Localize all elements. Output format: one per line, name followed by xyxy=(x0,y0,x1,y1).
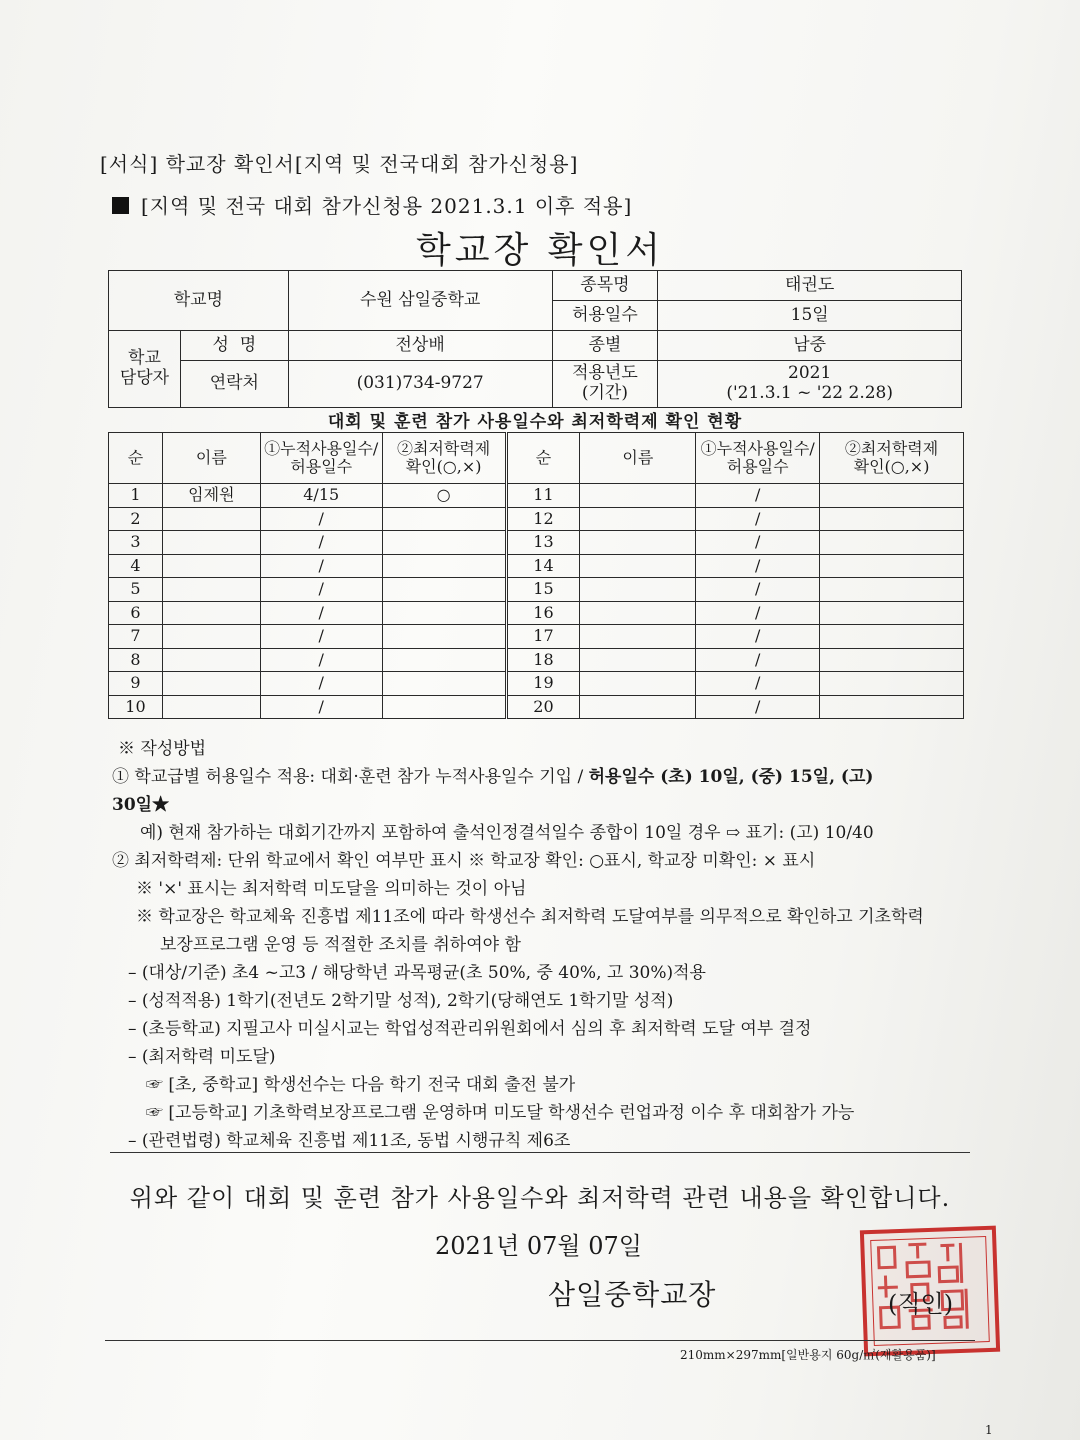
usage-table-title: 대회 및 훈련 참가 사용일수와 최저학력제 확인 현황 xyxy=(327,412,743,432)
school-label: 학교명 xyxy=(109,271,289,331)
page-title: 학교장 확인서 xyxy=(415,230,665,271)
row-no: 13 xyxy=(506,531,580,555)
allowed-label: 허용일수 xyxy=(552,301,658,331)
col-days: ①누적사용일수/ 허용일수 xyxy=(696,433,820,484)
row-check xyxy=(820,672,964,696)
row-check xyxy=(382,554,506,578)
row-no: 16 xyxy=(506,601,580,625)
row-check xyxy=(820,625,964,649)
note-2-a: ※ '×' 표시는 최저학력 미도달을 의미하는 것이 아님 xyxy=(136,879,527,899)
row-days: / xyxy=(260,554,382,578)
table-row xyxy=(109,648,964,672)
usage-header-row xyxy=(109,433,964,484)
note-1-text: ① 학교급별 허용일수 적용: 대회·훈련 참가 누적사용일수 기입 / xyxy=(112,767,589,787)
row-check xyxy=(820,601,964,625)
row-days: / xyxy=(696,695,820,719)
detail-4: – (최저학력 미도달) xyxy=(128,1047,276,1067)
col-name: 이름 xyxy=(580,433,696,484)
row-name xyxy=(162,672,260,696)
instructions xyxy=(112,735,924,1155)
row-days: / xyxy=(260,578,382,602)
row-check xyxy=(820,648,964,672)
category-value: 남중 xyxy=(658,331,962,361)
usage-table xyxy=(108,432,964,719)
table-row xyxy=(109,531,964,555)
page-number: 1 xyxy=(985,1423,993,1437)
row-no: 5 xyxy=(109,578,163,602)
row-no: 4 xyxy=(109,554,163,578)
square-bullet-icon xyxy=(112,197,129,214)
note-2-b1: ※ 학교장은 학교체육 진흥법 제11조에 따라 학생선수 최저학력 도달여부를 의무적으로 확인하고 기초학력 xyxy=(136,907,924,927)
col-check: ②최저학력제 확인(○,×) xyxy=(820,433,964,484)
row-name xyxy=(580,695,696,719)
row-days: 4/15 xyxy=(260,484,382,508)
row-check xyxy=(382,625,506,649)
period-value: ('21.3.1 ~ '22 2.28) xyxy=(726,383,893,403)
row-check xyxy=(382,601,506,625)
row-no: 1 xyxy=(109,484,163,508)
row-name xyxy=(580,484,696,508)
detail-4-b: ☞ [고등학교] 기초학력보장프로그램 운영하며 미도달 학생선수 런업과정 이수 후 대회참가 가능 xyxy=(146,1103,855,1123)
detail-4-a: ☞ [초, 중학교] 학생선수는 다음 학기 전국 대회 출전 불가 xyxy=(146,1075,576,1095)
contact-value: (031)734-9727 xyxy=(288,361,552,408)
row-name xyxy=(580,531,696,555)
row-name xyxy=(580,578,696,602)
row-no: 18 xyxy=(506,648,580,672)
row-name xyxy=(580,648,696,672)
table-row xyxy=(109,507,964,531)
row-days: / xyxy=(696,578,820,602)
event-label: 종목명 xyxy=(552,271,658,301)
row-name xyxy=(162,648,260,672)
sub-line xyxy=(112,190,632,219)
row-name xyxy=(580,625,696,649)
table-row xyxy=(109,672,964,696)
col-check: ②최저학력제 확인(○,×) xyxy=(382,433,506,484)
year-cell xyxy=(658,361,962,408)
row-name xyxy=(162,507,260,531)
row-days: / xyxy=(260,625,382,649)
sub-line-text: [지역 및 전국 대회 참가신청용 2021.3.1 이후 적용] xyxy=(141,194,633,218)
row-check xyxy=(382,648,506,672)
row-days: / xyxy=(696,648,820,672)
table-row xyxy=(109,554,964,578)
row-check xyxy=(382,578,506,602)
row-days: / xyxy=(696,672,820,696)
row-name xyxy=(162,625,260,649)
row-days: / xyxy=(696,554,820,578)
row-days: / xyxy=(696,601,820,625)
row-no: 19 xyxy=(506,672,580,696)
col-name: 이름 xyxy=(162,433,260,484)
row-no: 2 xyxy=(109,507,163,531)
school-value: 수원 삼일중학교 xyxy=(288,271,552,331)
principal-title: 삼일중학교장 xyxy=(548,1278,717,1311)
row-no: 17 xyxy=(506,625,580,649)
row-name xyxy=(580,507,696,531)
row-no: 8 xyxy=(109,648,163,672)
row-no: 3 xyxy=(109,531,163,555)
row-name xyxy=(580,554,696,578)
year-value: 2021 xyxy=(788,363,832,384)
note-2: ② 최저학력제: 단위 학교에서 확인 여부만 표시 ※ 학교장 확인: ○표시, 학교장 미확인: × 표시 xyxy=(112,851,816,871)
row-no: 15 xyxy=(506,578,580,602)
detail-3: – (초등학교) 지필고사 미실시교는 학업성적관리위원회에서 심의 후 최저학력 도달 여부 결정 xyxy=(128,1019,812,1039)
row-check xyxy=(382,531,506,555)
category-label: 종별 xyxy=(552,331,658,361)
row-no: 10 xyxy=(109,695,163,719)
confirmation-statement: 위와 같이 대회 및 훈련 참가 사용일수와 최저학력 관련 내용을 확인합니다. xyxy=(129,1184,951,1212)
row-check xyxy=(382,695,506,719)
allowed-value: 15일 xyxy=(658,301,962,331)
table-row xyxy=(109,484,964,508)
row-days: / xyxy=(696,531,820,555)
bottom-rule xyxy=(105,1340,975,1341)
row-days: / xyxy=(260,531,382,555)
form-line: [서식] 학교장 확인서[지역 및 전국대회 참가신청용] xyxy=(100,152,579,176)
seal-mark: (직인) xyxy=(888,1290,954,1318)
detail-2: – (성적적용) 1학기(전년도 2학기말 성적), 2학기(당해연도 1학기말 성적) xyxy=(128,991,674,1011)
row-days: / xyxy=(696,484,820,508)
row-no: 9 xyxy=(109,672,163,696)
row-no: 6 xyxy=(109,601,163,625)
col-no: 순 xyxy=(109,433,163,484)
row-check xyxy=(820,695,964,719)
row-days: / xyxy=(260,507,382,531)
contact-label: 연락처 xyxy=(180,361,288,408)
manager-label: 학교 담당자 xyxy=(109,331,181,408)
row-days: / xyxy=(260,672,382,696)
row-check xyxy=(820,484,964,508)
row-check xyxy=(820,578,964,602)
row-check xyxy=(820,507,964,531)
note-1-bold: 허용일수 (초) 10일, (중) 15일, (고) xyxy=(588,767,874,787)
row-name xyxy=(162,531,260,555)
col-days: ①누적사용일수/ 허용일수 xyxy=(260,433,382,484)
table-row xyxy=(109,625,964,649)
name-value: 전상배 xyxy=(288,331,552,361)
detail-1: – (대상/기준) 초4 ~고3 / 해당학년 과목평균(초 50%, 중 40%, 고 30%)적용 xyxy=(128,963,706,983)
table-row xyxy=(109,578,964,602)
row-check xyxy=(382,507,506,531)
row-no: 12 xyxy=(506,507,580,531)
row-no: 14 xyxy=(506,554,580,578)
row-no: 20 xyxy=(506,695,580,719)
note-1-cont: 30일★ xyxy=(112,795,170,815)
row-days: / xyxy=(260,601,382,625)
row-name xyxy=(162,601,260,625)
row-days: / xyxy=(260,648,382,672)
row-name xyxy=(162,554,260,578)
divider xyxy=(110,1152,970,1153)
event-value: 태권도 xyxy=(658,271,962,301)
row-name xyxy=(162,578,260,602)
row-days: / xyxy=(696,625,820,649)
row-check: ○ xyxy=(382,484,506,508)
note-1-example: 예) 현재 참가하는 대회기간까지 포함하여 출석인정결석일수 종합이 10일 경우 ⇨ 표기: (고) 10/40 xyxy=(140,823,874,843)
note-1 xyxy=(112,763,924,791)
row-name xyxy=(162,695,260,719)
table-row xyxy=(109,601,964,625)
year-label: 적용년도 (기간) xyxy=(552,361,658,408)
paper-spec: 210mm×297mm[일반용지 60g/㎡(재활용품)] xyxy=(680,1348,936,1362)
info-table xyxy=(108,270,962,408)
name-label: 성 명 xyxy=(180,331,288,361)
row-name xyxy=(580,672,696,696)
row-check xyxy=(820,531,964,555)
row-no: 11 xyxy=(506,484,580,508)
row-days: / xyxy=(696,507,820,531)
table-row xyxy=(109,695,964,719)
col-no: 순 xyxy=(506,433,580,484)
row-name: 임제원 xyxy=(162,484,260,508)
row-no: 7 xyxy=(109,625,163,649)
row-check xyxy=(820,554,964,578)
row-name xyxy=(580,601,696,625)
row-check xyxy=(382,672,506,696)
detail-5: – (관련법령) 학교체육 진흥법 제11조, 동법 시행규칙 제6조 xyxy=(128,1131,571,1151)
note-2-b2: 보장프로그램 운영 등 적절한 조치를 취하여야 함 xyxy=(160,935,521,955)
row-days: / xyxy=(260,695,382,719)
notes-heading: ※ 작성방법 xyxy=(118,739,207,759)
confirmation-date: 2021년 07월 07일 xyxy=(435,1232,642,1260)
